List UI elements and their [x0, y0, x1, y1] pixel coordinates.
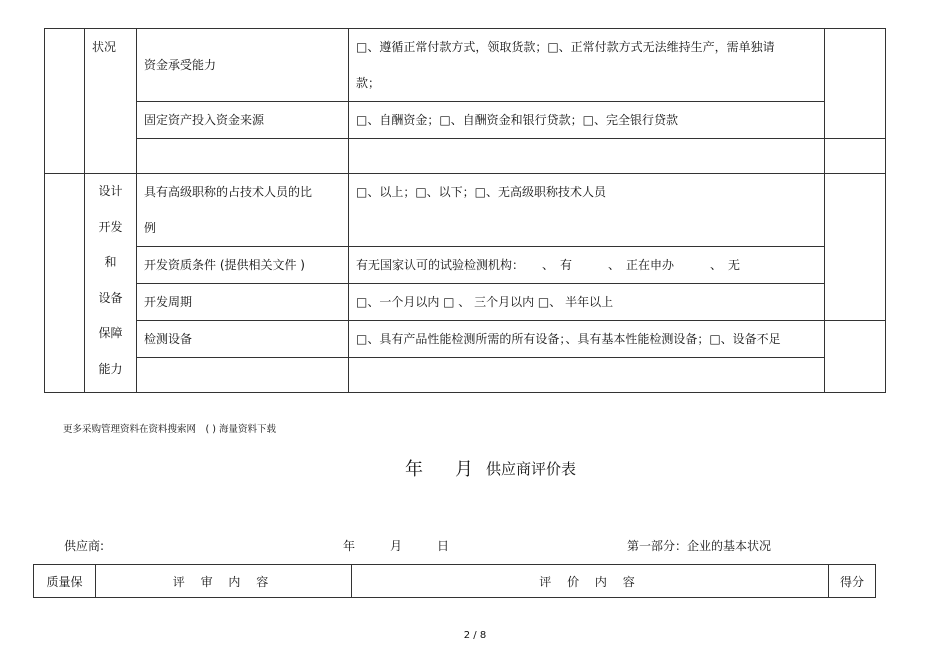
- header-review-content: 评 审 内 容: [96, 565, 352, 598]
- header-quality-assurance: 质量保: [34, 565, 96, 598]
- row-options-test-equipment: □、具有产品性能检测所需的所有设备；、具有基本性能检测设备；□、设备不足: [349, 321, 825, 358]
- part-label: 第一部分：企业的基本状况: [627, 539, 772, 553]
- row-item-capital-capacity: 资金承受能力: [137, 29, 349, 102]
- score-cell: [825, 29, 886, 139]
- row-item-dev-qualification: 开发资质条件 (提供相关文件 ): [137, 247, 349, 284]
- row-options-capital-capacity: □、遵循正常付款方式，领取货款；□、正常付款方式无法维持生产，需单独请 款；: [349, 29, 825, 102]
- row-item-dev-cycle: 开发周期: [137, 284, 349, 321]
- row-options-blank: [349, 139, 825, 174]
- page-number: 2 / 8: [463, 630, 487, 641]
- evaluation-table-continued: [44, 28, 886, 393]
- score-cell: [825, 174, 886, 321]
- score-cell: [825, 139, 886, 174]
- row-item-test-equipment: 检测设备: [137, 321, 349, 358]
- score-cell: [825, 321, 886, 393]
- header-evaluation-content: 评 价 内 容: [352, 565, 829, 598]
- category-cell: [45, 29, 85, 174]
- row-options-dev-qualification: 有无国家认可的试验检测机构： 、 有 、 正在申办 、 无: [349, 247, 825, 284]
- supplier-label: 供应商:: [64, 539, 105, 553]
- row-item-blank: [137, 139, 349, 174]
- date-year: 年: [343, 539, 356, 553]
- download-note: 更多采购管理资料在资料搜索网 ( ) 海量资料下载: [63, 424, 276, 435]
- title-year: 年: [405, 459, 423, 480]
- form-title: 供应商评价表: [486, 460, 577, 478]
- date-month: 月: [390, 539, 403, 553]
- category-cell: [45, 174, 85, 393]
- title-month: 月: [455, 459, 473, 480]
- row-options-fixed-asset-funding: □、自酬资金；□、自酬资金和银行贷款；□、完全银行贷款: [349, 102, 825, 139]
- row-item-blank: [137, 358, 349, 393]
- row-item-fixed-asset-funding: 固定资产投入资金来源: [137, 102, 349, 139]
- date-day: 日: [437, 539, 450, 553]
- row-item-senior-title-ratio: 具有高级职称的占技术人员的比 例: [137, 174, 349, 247]
- design-section-label: 设计 开发 和 设备 保障 能力: [85, 174, 137, 393]
- row-options-blank: [349, 358, 825, 393]
- status-section-label: 状况: [85, 29, 137, 174]
- row-options-dev-cycle: □、一个月以内 □ 、 三个月以内 □、 半年以上: [349, 284, 825, 321]
- header-score: 得分: [829, 565, 876, 598]
- row-options-senior-title-ratio: □、以上；□、以下；□、无高级职称技术人员: [349, 174, 825, 247]
- supplier-evaluation-table: [33, 564, 876, 598]
